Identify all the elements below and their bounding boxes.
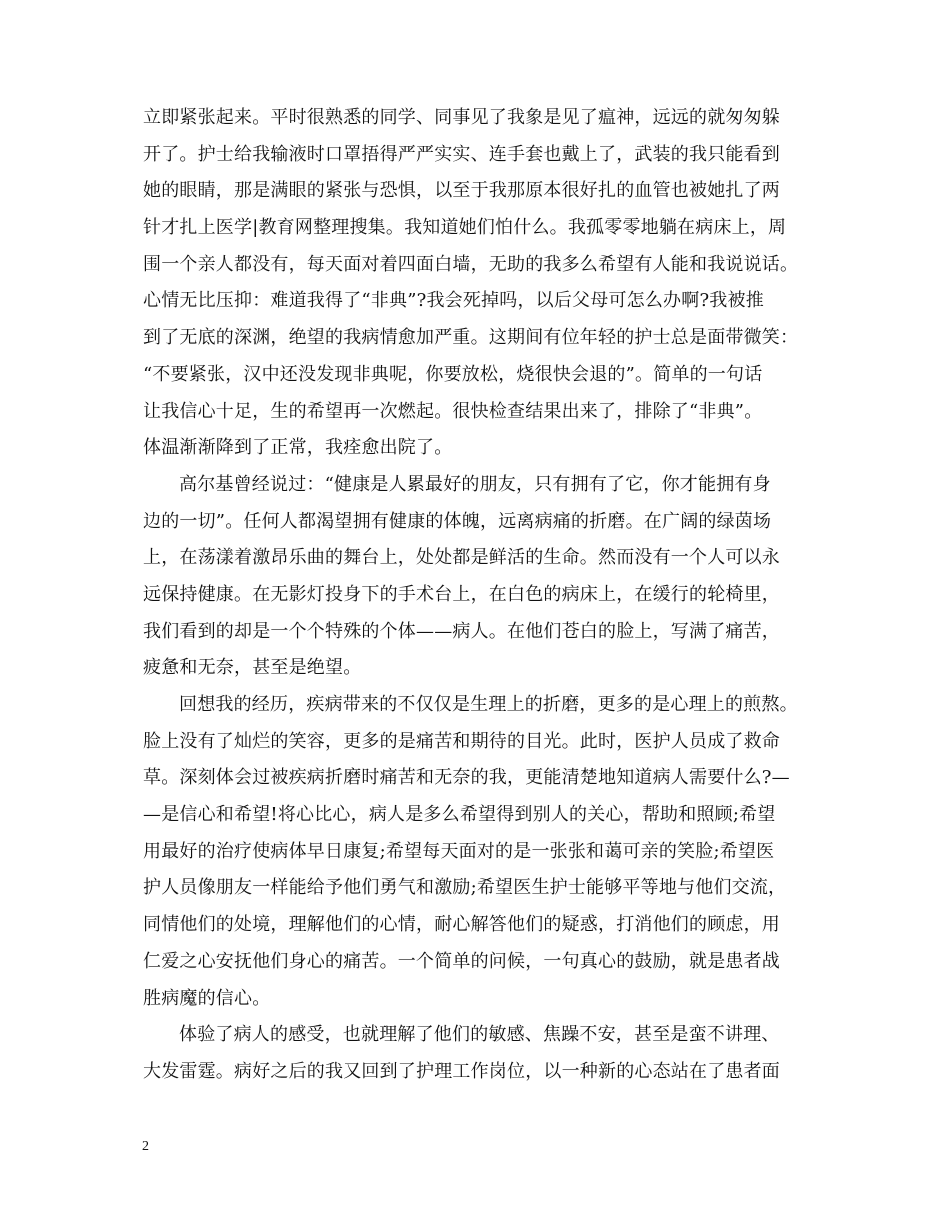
text-line: 远保持健康。在无影灯投身下的手术台上，在白色的病床上，在缓行的轮椅里， — [143, 583, 780, 605]
text-line: 让我信心十足，生的希望再一次燃起。很快检查结果出来了，排除了“非典”。 — [143, 400, 763, 422]
text-line: 体验了病人的感受，也就理解了他们的敏感、焦躁不安，甚至是蛮不讲理、 — [179, 1024, 780, 1046]
text-line: 开了。护士给我输液时口罩捂得严严实实、连手套也戴上了，武装的我只能看到 — [143, 143, 780, 165]
text-line: 针才扎上医学|教育网整理搜集。我知道她们怕什么。我孤零零地躺在病床上，周 — [143, 217, 787, 239]
text-line: 草。深刻体会过被疾病折磨时痛苦和无奈的我，更能清楚地知道病人需要什么?— — [143, 767, 790, 789]
text-line: 大发雷霆。病好之后的我又回到了护理工作岗位，以一种新的心态站在了患者面 — [143, 1060, 780, 1082]
text-line: 围一个亲人都没有，每天面对着四面白墙，无助的我多么希望有人能和我说说话。 — [143, 253, 799, 275]
text-line: 她的眼睛，那是满眼的紧张与恐惧，以至于我那原本很好扎的血管也被她扎了两 — [143, 180, 780, 202]
text-line: 高尔基曾经说过：“健康是人累最好的朋友，只有拥有了它，你才能拥有身 — [179, 473, 771, 495]
text-line: 到了无底的深渊，绝望的我病情愈加严重。这期间有位年轻的护士总是面带微笑： — [143, 327, 799, 349]
text-line: 回想我的经历，疾病带来的不仅仅是生理上的折磨，更多的是心理上的煎熬。 — [179, 694, 798, 715]
text-line: 仁爱之心安抚他们身心的痛苦。一个简单的问候，一句真心的鼓励，就是患者战 — [143, 950, 780, 972]
text-line: 同情他们的处境，理解他们的心情，耐心解答他们的疑惑，打消他们的顾虑，用 — [143, 914, 780, 936]
text-line: 心情无比压抑：难道我得了“非典”?我会死掉吗，以后父母可怎么办啊?我被推 — [143, 290, 764, 312]
text-line: 护人员像朋友一样能给予他们勇气和激励;希望医生护士能够平等地与他们交流， — [143, 877, 787, 899]
text-line: 胜病魔的信心。 — [143, 987, 271, 1009]
text-line: —是信心和希望!将心比心，病人是多么希望得到别人的关心，帮助和照顾;希望 — [143, 804, 776, 826]
page-number: 2 — [142, 1139, 149, 1154]
text-line: 用最好的治疗使病体早日康复;希望每天面对的是一张张和蔼可亲的笑脸;希望医 — [143, 840, 775, 862]
text-line: 立即紧张起来。平时很熟悉的同学、同事见了我象是见了瘟神，远远的就匆匆躲 — [143, 107, 780, 128]
text-line: 体温渐渐降到了正常，我痊愈出院了。 — [143, 437, 453, 459]
text-line: 上，在荡漾着激昂乐曲的舞台上，处处都是鲜活的生命。然而没有一个人可以永 — [143, 547, 780, 569]
text-line: 疲惫和无奈，甚至是绝望。 — [143, 657, 362, 679]
text-line: “不要紧张，汉中还没发现非典呢，你要放松，烧很快会退的”。简单的一句话 — [143, 363, 763, 385]
text-line: 边的一切”。任何人都渴望拥有健康的体魄，远离病痛的折磨。在广阔的绿茵场 — [143, 510, 772, 532]
body-text — [143, 100, 823, 1091]
text-line: 我们看到的却是一个个特殊的个体——病人。在他们苍白的脸上，写满了痛苦， — [143, 620, 780, 642]
text-line: 脸上没有了灿烂的笑容，更多的是痛苦和期待的目光。此时，医护人员成了救命 — [143, 730, 780, 752]
